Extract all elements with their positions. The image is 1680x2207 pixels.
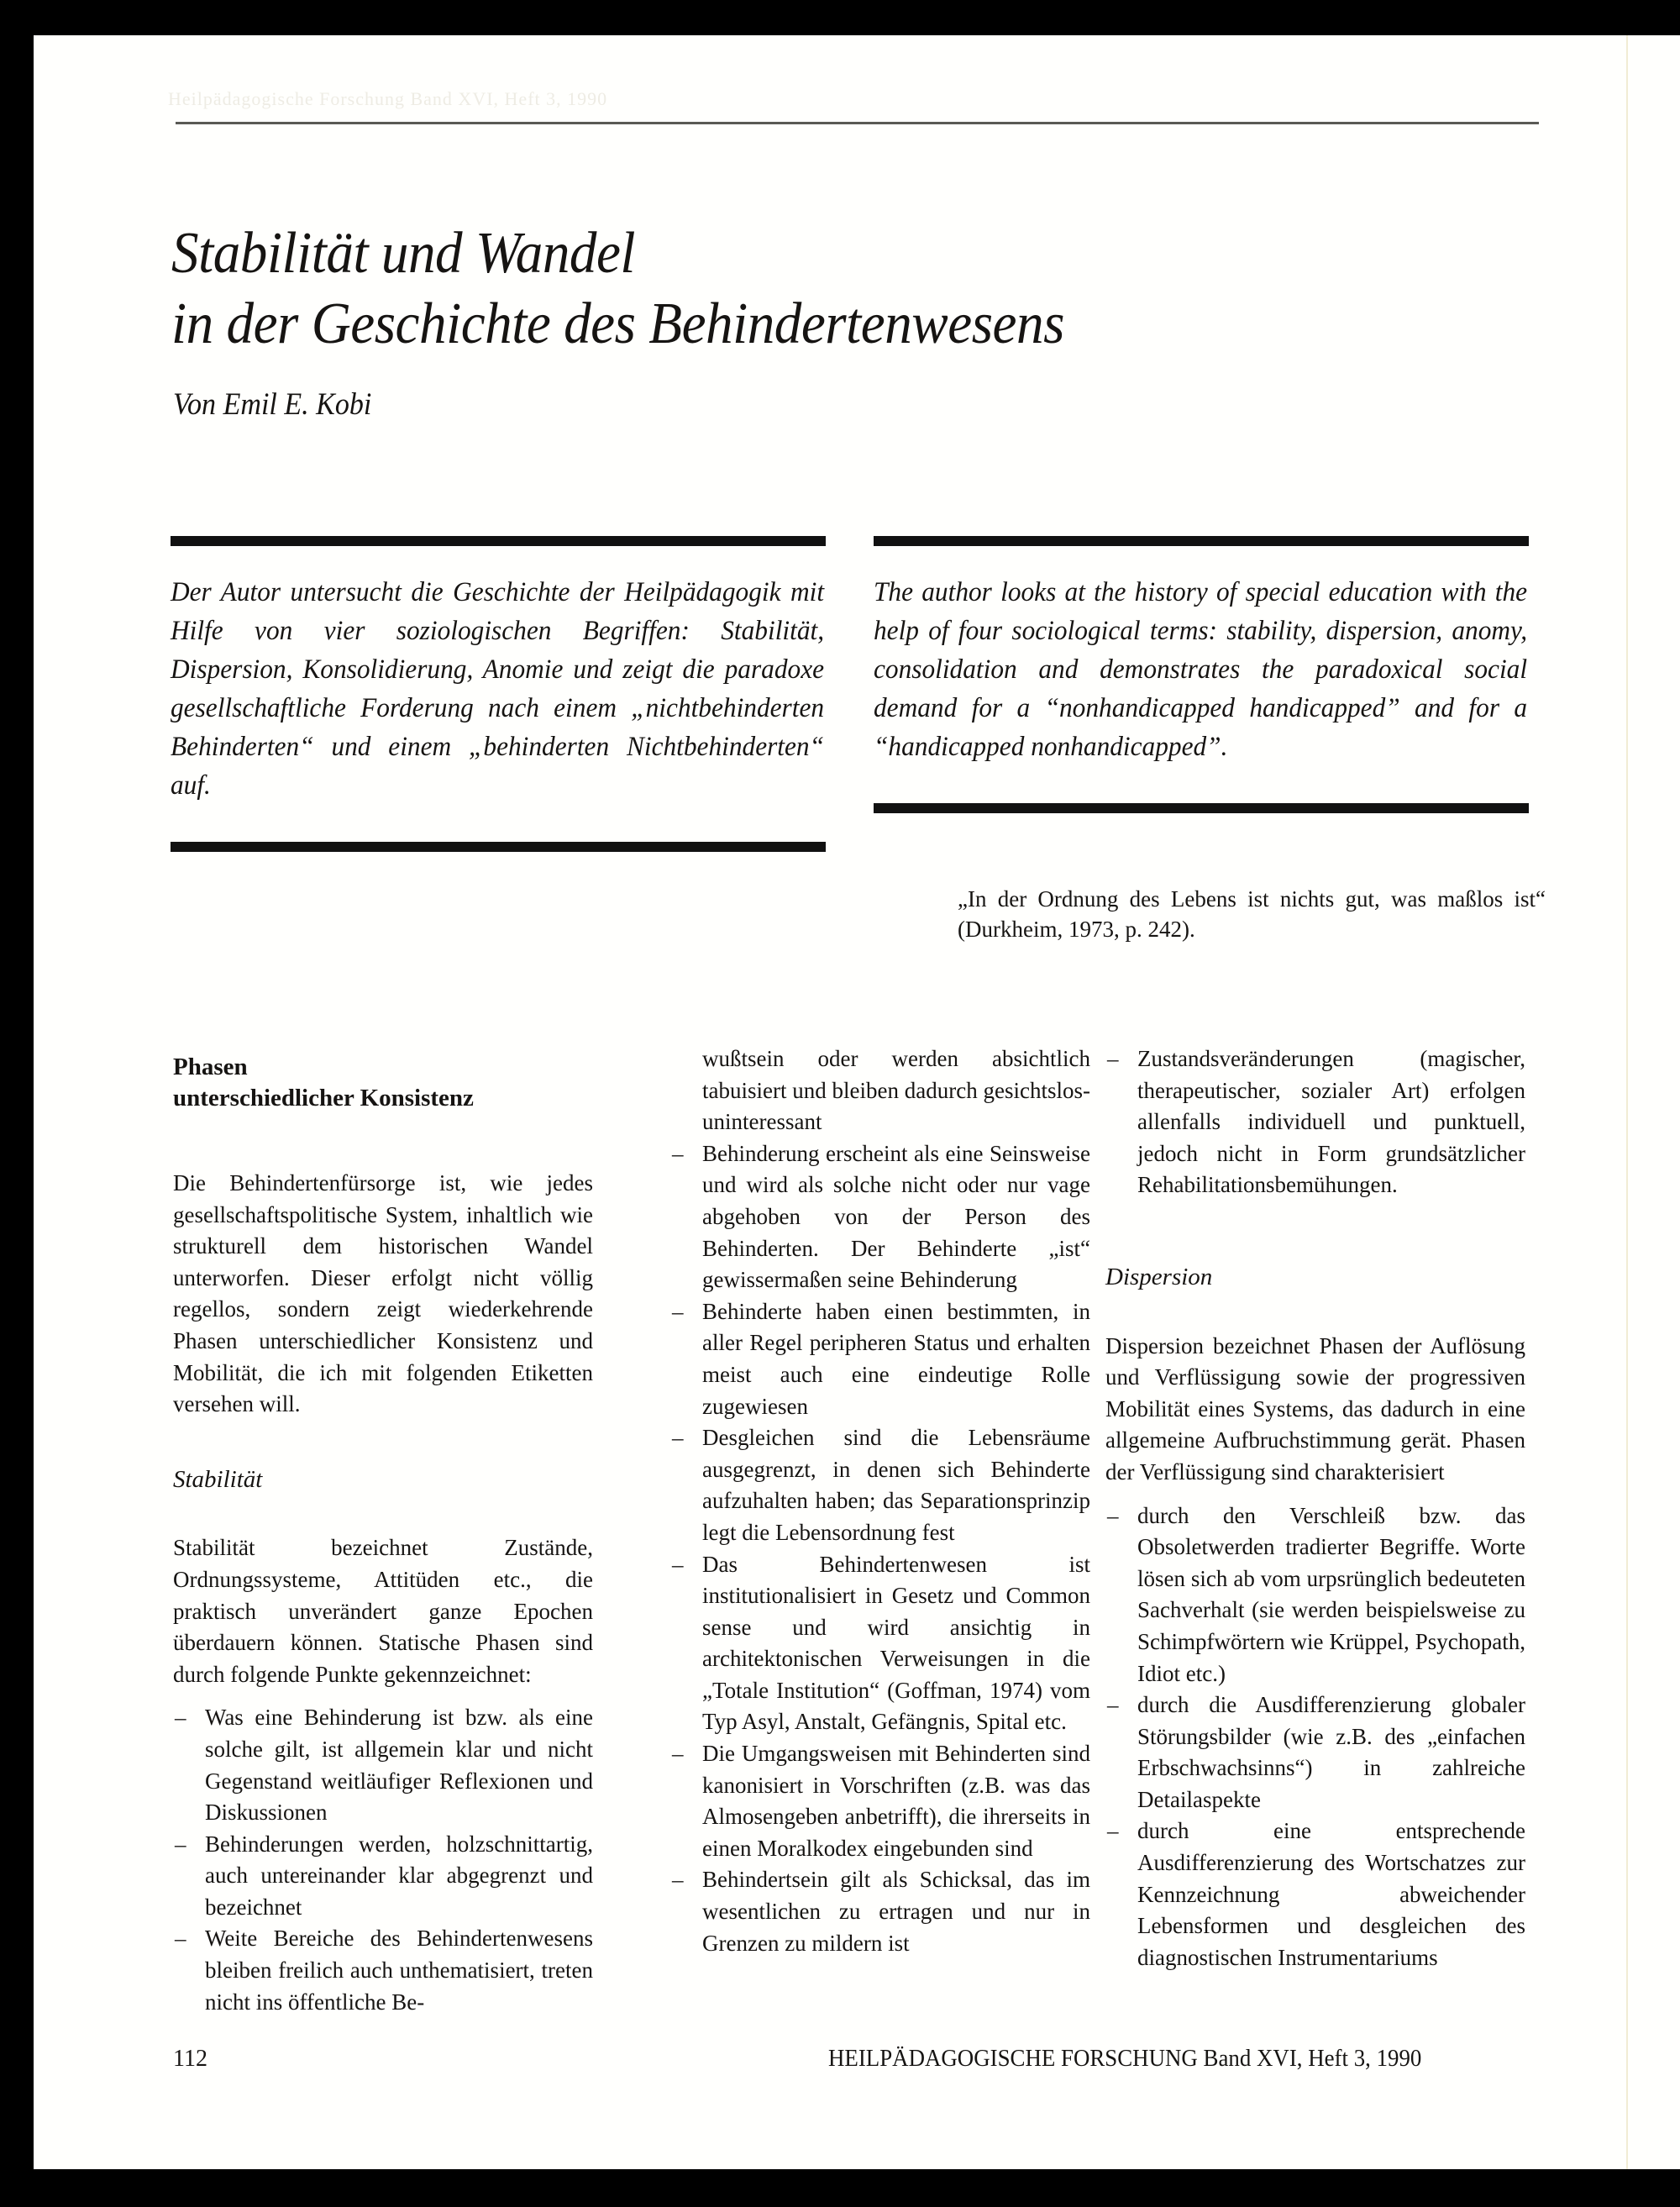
list-item: – Was eine Behinderung ist bzw. als eine solche gilt, ist allgemein klar und nicht Gegenstand weitläufiger Reflexionen und Diskussionen xyxy=(173,1702,593,1828)
abstract-english xyxy=(874,536,1529,813)
text-column-3 xyxy=(1105,1043,1525,1973)
stabilitaet-paragraph: Stabilität bezeichnet Zustände, Ordnungssysteme, Attitüden etc., die praktisch unverändert ganze Epochen überdauern können. Statische Phasen sind durch folgende Punkte gekennzeichnet: xyxy=(173,1535,593,1687)
adjacent-page-edge xyxy=(1626,35,1628,2169)
list-item: – Behinderte haben einen bestimmten, in aller Regel peripheren Status und erhalten meist auch eine eindeutige Rolle zugewiesen xyxy=(670,1296,1090,1422)
abstract-rule-top xyxy=(874,536,1529,546)
title-line-1: Stabilität und Wandel xyxy=(171,221,636,286)
section-heading-line-1: Phasen xyxy=(173,1054,248,1080)
header-rule xyxy=(176,122,1539,124)
list-item: – durch den Verschleiß bzw. das Obsoletwerden tradierter Begriffe. Worte lösen sich ab vom urpsrünglich bedeuteten Sachverhalt (sie werden beispielsweise zu Schimpfwörtern wie Krüppel, Psychopath, Idiot etc.) xyxy=(1105,1500,1525,1690)
stabilitaet-list xyxy=(173,1702,593,2018)
subheading-stabilitaet: Stabilität xyxy=(173,1465,263,1493)
dispersion-list xyxy=(1105,1500,1525,1974)
abstract-rule-bottom xyxy=(874,803,1529,813)
text-column-1 xyxy=(173,1043,593,2018)
section-heading xyxy=(173,1052,593,1114)
list-item: – Behinderungen werden, holzschnittartig, auch untereinander klar abgegrenzt und bezeichnet xyxy=(173,1829,593,1924)
journal-page xyxy=(34,35,1680,2169)
list-item: – Behindertsein gilt als Schicksal, das im wesentlichen zu ertragen und nur in Grenzen zu mildern ist xyxy=(670,1864,1090,1959)
list-item: – durch eine entsprechende Ausdifferenzierung des Wortschatzes zur Kennzeichnung abweichender Lebensformen und desgleichen des diagnostischen Instrumentariums xyxy=(1105,1816,1525,1973)
stabilitaet-list-end xyxy=(1105,1043,1525,1201)
article-author: Von Emil E. Kobi xyxy=(173,387,372,422)
section-heading-line-2: unterschiedlicher Konsistenz xyxy=(173,1085,474,1111)
journal-citation: HEILPÄDAGOGISCHE FORSCHUNG Band XVI, Heft 3, 1990 xyxy=(828,2046,1422,2072)
list-item: – Desgleichen sind die Lebensräume ausgegrenzt, in denen sich Behinderte aufzuhalten haben; das Separationsprinzip legt die Lebensordnung fest xyxy=(670,1422,1090,1548)
list-item: – durch die Ausdifferenzierung globaler Störungsbilder (wie z.B. des „einfachen Erbschwachsinns“) in zahlreiche Detailaspekte xyxy=(1105,1689,1525,1816)
running-header-bleedthrough: Heilpädagogische Forschung Band XVI, Heft 3, 1990 xyxy=(168,88,608,109)
intro-paragraph: Die Behindertenfürsorge ist, wie jedes gesellschaftspolitische System, inhaltlich wie strukturell dem historischen Wandel unterworfen. Dieser erfolgt nicht völlig regellos, sondern zeigt wiederkehrende Phasen unterschiedlicher Konsistenz und Mobilität, die ich mit folgenden Etiketten versehen will. xyxy=(173,1170,593,1417)
list-item-continued: wußtsein oder werden absichtlich tabuisiert und bleiben dadurch gesichtslos-uninteressant xyxy=(702,1046,1090,1135)
text-column-2 xyxy=(670,1043,1090,1959)
list-item: – Behinderung erscheint als eine Seinsweise und wird als solche nicht oder nur vage abgehoben von der Person des Behinderten. Der Behinderte „ist“ gewissermaßen seine Behinderung xyxy=(670,1138,1090,1296)
list-item: – Das Behindertenwesen ist institutionalisiert in Gesetz und Common sense und wird ansichtig in architektonischen Verweisungen in die „Totale Institution“ (Goffman, 1974) vom Typ Asyl, Anstalt, Gefängnis, Spital etc. xyxy=(670,1549,1090,1739)
page-number: 112 xyxy=(173,2046,207,2072)
stabilitaet-list-continued xyxy=(670,1043,1090,1959)
title-line-2: in der Geschichte des Behindertenwesens xyxy=(171,292,1064,356)
subheading-dispersion: Dispersion xyxy=(1105,1263,1213,1290)
abstract-german-text: Der Autor untersucht die Geschichte der Heilpädagogik mit Hilfe von vier soziologischen Begriffen: Stabilität, Dispersion, Konsolidierung, Anomie und zeigt die paradoxe gesellschaftliche Forderung nach einem „nichtbehinderten Behinderten“ und einem „behinderten Nichtbehinderten“ auf. xyxy=(171,577,825,801)
article-title xyxy=(171,218,1064,360)
abstract-german xyxy=(171,536,826,852)
abstract-english-text: The author looks at the history of special education with the help of four sociological terms: stability, dispersion, anomy, consolidation and demonstrates the paradoxical social demand for a “nonhandicapped handicapped” and for a “handicapped nonhandicapped”. xyxy=(874,577,1528,762)
list-item: – Weite Bereiche des Behindertenwesens bleiben freilich auch unthematisiert, treten nicht ins öffentliche Be- xyxy=(173,1923,593,2018)
dispersion-paragraph: Dispersion bezeichnet Phasen der Auflösung und Verflüssigung sowie der progressiven Mobilität eines Systems, das dadurch in eine allgemeine Aufbruchstimmung gerät. Phasen der Verflüssigung sind charakterisiert xyxy=(1105,1332,1525,1484)
list-item: – Die Umgangsweisen mit Behinderten sind kanonisiert in Vorschriften (z.B. was das Almosengeben anbetrifft), die ihrerseits in einen Moralkodex eingebunden sind xyxy=(670,1738,1090,1864)
abstract-rule-top xyxy=(171,536,826,546)
list-item: – Zustandsveränderungen (magischer, therapeutischer, sozialer Art) erfolgen allenfalls individuell und punktuell, jedoch nicht in Form grundsätzlicher Rehabilitationsbemühungen. xyxy=(1105,1043,1525,1201)
epigraph-quote: „In der Ordnung des Lebens ist nichts gut, was maßlos ist“ (Durkheim, 1973, p. 242). xyxy=(958,886,1546,942)
abstract-rule-bottom xyxy=(171,842,826,852)
